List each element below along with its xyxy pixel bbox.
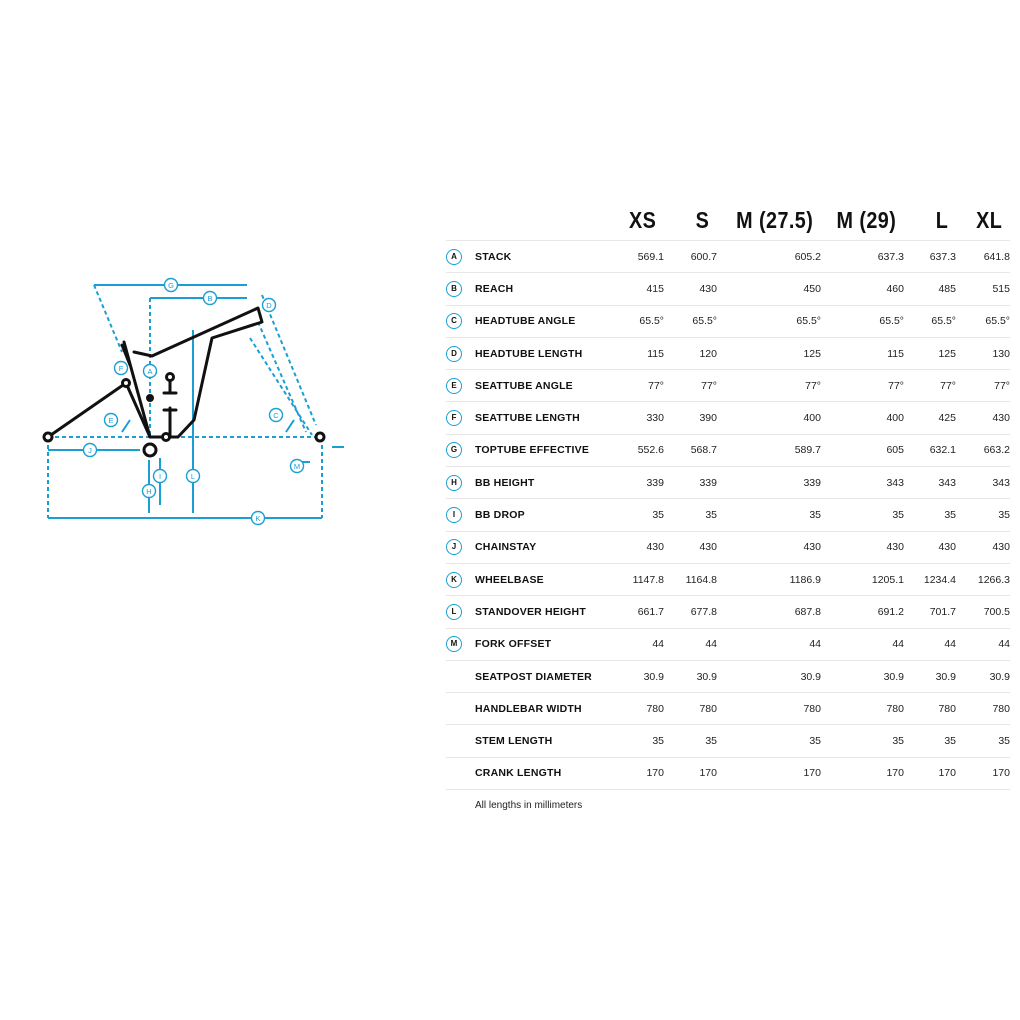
- rear-axle: [44, 433, 52, 441]
- value-cell: 125: [904, 337, 956, 369]
- row-badge-cell: [446, 402, 475, 434]
- header-spacer: [493, 200, 607, 241]
- diagram-label-h: H: [146, 486, 152, 496]
- size-header: S: [671, 200, 717, 241]
- value-cell: 339: [717, 467, 821, 499]
- value-cell: 780: [821, 693, 904, 725]
- row-badge-cell: [446, 434, 475, 466]
- table-row: [446, 370, 1010, 402]
- row-label: FORK OFFSET: [475, 628, 607, 660]
- value-cell: 35: [717, 725, 821, 757]
- value-cell: 170: [821, 757, 904, 789]
- row-label: STACK: [475, 241, 607, 273]
- value-cell: 77°: [956, 370, 1010, 402]
- value-cell: 641.8: [956, 241, 1010, 273]
- diagram-label-f: F: [118, 363, 124, 373]
- row-label: BB DROP: [475, 499, 607, 531]
- value-cell: 390: [664, 402, 717, 434]
- letter-badge: C: [446, 313, 462, 329]
- value-cell: 35: [956, 725, 1010, 757]
- value-cell: 44: [717, 628, 821, 660]
- geometry-diagram: [30, 265, 360, 535]
- row-label: BB HEIGHT: [475, 467, 607, 499]
- value-cell: 780: [607, 693, 664, 725]
- letter-badge: D: [446, 346, 462, 362]
- value-cell: 600.7: [664, 241, 717, 273]
- diagram-label-g: G: [168, 280, 174, 290]
- dim-arrow-c: [286, 420, 294, 432]
- value-cell: 430: [956, 531, 1010, 563]
- value-cell: 44: [607, 628, 664, 660]
- value-cell: 339: [607, 467, 664, 499]
- value-cell: 677.8: [664, 596, 717, 628]
- front-axle: [316, 433, 324, 441]
- value-cell: 35: [821, 499, 904, 531]
- table-row: [446, 725, 1010, 757]
- row-label: SEATTUBE ANGLE: [475, 370, 607, 402]
- row-label: HEADTUBE LENGTH: [475, 337, 607, 369]
- value-cell: 77°: [664, 370, 717, 402]
- value-cell: 1266.3: [956, 563, 1010, 595]
- letter-badge: G: [446, 442, 462, 458]
- value-cell: 343: [956, 467, 1010, 499]
- value-cell: 170: [607, 757, 664, 789]
- value-cell: 65.5°: [607, 305, 664, 337]
- diagram-label-d: D: [266, 300, 272, 310]
- value-cell: 343: [904, 467, 956, 499]
- row-label: WHEELBASE: [475, 563, 607, 595]
- value-cell: 569.1: [607, 241, 664, 273]
- row-badge-cell: [446, 531, 475, 563]
- row-label: REACH: [475, 273, 607, 305]
- value-cell: 450: [717, 273, 821, 305]
- geometry-table-body: [446, 241, 1010, 790]
- table-row: [446, 628, 1010, 660]
- pivot-rocker: [163, 434, 170, 441]
- value-cell: 125: [717, 337, 821, 369]
- pivot-seatstay: [123, 380, 130, 387]
- row-badge-cell: [446, 499, 475, 531]
- row-badge-cell: [446, 563, 475, 595]
- dim-ext-c: [250, 338, 312, 435]
- letter-badge: K: [446, 572, 462, 588]
- value-cell: 77°: [717, 370, 821, 402]
- size-header: M (27.5): [732, 200, 821, 241]
- value-cell: 430: [717, 531, 821, 563]
- table-row: [446, 757, 1010, 789]
- table-row: [446, 402, 1010, 434]
- row-label: HEADTUBE ANGLE: [475, 305, 607, 337]
- value-cell: 35: [904, 725, 956, 757]
- frame-chainstay-seatstay: [48, 383, 150, 437]
- value-cell: 65.5°: [717, 305, 821, 337]
- table-row: [446, 499, 1010, 531]
- value-cell: 780: [717, 693, 821, 725]
- row-badge-cell: [446, 660, 475, 692]
- dim-ext-g: [94, 285, 122, 352]
- letter-badge: I: [446, 507, 462, 523]
- value-cell: 35: [717, 499, 821, 531]
- letter-badge: A: [446, 249, 462, 265]
- value-cell: 415: [607, 273, 664, 305]
- value-cell: 30.9: [956, 660, 1010, 692]
- dimension-lines: [48, 285, 344, 518]
- row-badge-cell: [446, 337, 475, 369]
- diagram-label-a: A: [147, 366, 153, 376]
- pivot-shock: [167, 374, 174, 381]
- letter-badge: L: [446, 604, 462, 620]
- table-row: [446, 241, 1010, 273]
- size-header: XL: [964, 200, 1010, 241]
- table-row: [446, 660, 1010, 692]
- value-cell: 637.3: [821, 241, 904, 273]
- value-cell: 170: [956, 757, 1010, 789]
- value-cell: 1147.8: [607, 563, 664, 595]
- size-header: M (29): [833, 200, 904, 241]
- value-cell: 35: [956, 499, 1010, 531]
- value-cell: 605: [821, 434, 904, 466]
- table-row: [446, 531, 1010, 563]
- bottom-bracket: [144, 444, 156, 456]
- letter-badge: E: [446, 378, 462, 394]
- value-cell: 35: [904, 499, 956, 531]
- diagram-label-b: B: [207, 293, 213, 303]
- table-row: [446, 467, 1010, 499]
- value-cell: 170: [664, 757, 717, 789]
- value-cell: 687.8: [717, 596, 821, 628]
- letter-badge: B: [446, 281, 462, 297]
- value-cell: 460: [821, 273, 904, 305]
- table-row: [446, 693, 1010, 725]
- letter-badge: H: [446, 475, 462, 491]
- value-cell: 65.5°: [904, 305, 956, 337]
- row-label: CRANK LENGTH: [475, 757, 607, 789]
- size-header-row: [446, 200, 1010, 241]
- table-row: [446, 337, 1010, 369]
- value-cell: 568.7: [664, 434, 717, 466]
- row-label: TOPTUBE EFFECTIVE: [475, 434, 607, 466]
- value-cell: 44: [664, 628, 717, 660]
- value-cell: 120: [664, 337, 717, 369]
- value-cell: 115: [821, 337, 904, 369]
- letter-badge: F: [446, 410, 462, 426]
- value-cell: 30.9: [664, 660, 717, 692]
- value-cell: 44: [821, 628, 904, 660]
- dim-arrow-e: [122, 420, 130, 432]
- value-cell: 35: [607, 499, 664, 531]
- value-cell: 77°: [607, 370, 664, 402]
- value-cell: 430: [607, 531, 664, 563]
- value-cell: 330: [607, 402, 664, 434]
- value-cell: 430: [904, 531, 956, 563]
- value-cell: 430: [664, 273, 717, 305]
- diagram-label-l: L: [190, 471, 196, 481]
- value-cell: 700.5: [956, 596, 1010, 628]
- row-label: HANDLEBAR WIDTH: [475, 693, 607, 725]
- value-cell: 30.9: [904, 660, 956, 692]
- row-badge-cell: [446, 628, 475, 660]
- value-cell: 65.5°: [956, 305, 1010, 337]
- value-cell: 30.9: [821, 660, 904, 692]
- value-cell: 77°: [904, 370, 956, 402]
- value-cell: 552.6: [607, 434, 664, 466]
- value-cell: 425: [904, 402, 956, 434]
- value-cell: 130: [956, 337, 1010, 369]
- value-cell: 632.1: [904, 434, 956, 466]
- value-cell: 430: [956, 402, 1010, 434]
- value-cell: 343: [821, 467, 904, 499]
- letter-badge: M: [446, 636, 462, 652]
- value-cell: 1186.9: [717, 563, 821, 595]
- value-cell: 780: [904, 693, 956, 725]
- table-row: [446, 596, 1010, 628]
- value-cell: 663.2: [956, 434, 1010, 466]
- size-header: L: [911, 200, 956, 241]
- value-cell: 430: [821, 531, 904, 563]
- value-cell: 1164.8: [664, 563, 717, 595]
- row-label: STEM LENGTH: [475, 725, 607, 757]
- diagram-label-m: M: [293, 461, 301, 471]
- table-row: [446, 305, 1010, 337]
- diagram-label-c: C: [273, 410, 279, 420]
- letter-badge: J: [446, 539, 462, 555]
- value-cell: 661.7: [607, 596, 664, 628]
- value-cell: 115: [607, 337, 664, 369]
- value-cell: 515: [956, 273, 1010, 305]
- value-cell: 589.7: [717, 434, 821, 466]
- table-row: [446, 434, 1010, 466]
- size-header: XS: [615, 200, 664, 241]
- value-cell: 44: [904, 628, 956, 660]
- row-badge-cell: [446, 370, 475, 402]
- diagram-label-j: J: [88, 445, 92, 455]
- value-cell: 1205.1: [821, 563, 904, 595]
- value-cell: 485: [904, 273, 956, 305]
- value-cell: 400: [821, 402, 904, 434]
- row-badge-cell: [446, 693, 475, 725]
- value-cell: 35: [607, 725, 664, 757]
- geometry-table: [446, 200, 1010, 790]
- value-cell: 605.2: [717, 241, 821, 273]
- value-cell: 701.7: [904, 596, 956, 628]
- value-cell: 35: [664, 499, 717, 531]
- value-cell: 691.2: [821, 596, 904, 628]
- value-cell: 65.5°: [821, 305, 904, 337]
- diagram-label-k: K: [255, 513, 261, 523]
- value-cell: 65.5°: [664, 305, 717, 337]
- row-badge-cell: [446, 757, 475, 789]
- table-row: [446, 563, 1010, 595]
- value-cell: 30.9: [607, 660, 664, 692]
- row-label: SEATPOST DIAMETER: [475, 660, 607, 692]
- value-cell: 35: [664, 725, 717, 757]
- row-label: SEATTUBE LENGTH: [475, 402, 607, 434]
- value-cell: 30.9: [717, 660, 821, 692]
- value-cell: 35: [821, 725, 904, 757]
- diagram-label-e: E: [108, 415, 114, 425]
- value-cell: 430: [664, 531, 717, 563]
- table-row: [446, 273, 1010, 305]
- value-cell: 1234.4: [904, 563, 956, 595]
- diagram-label-i: I: [158, 471, 162, 481]
- row-badge-cell: [446, 596, 475, 628]
- dim-ext-d: [262, 295, 316, 425]
- value-cell: 170: [904, 757, 956, 789]
- value-cell: 339: [664, 467, 717, 499]
- value-cell: 400: [717, 402, 821, 434]
- value-cell: 780: [664, 693, 717, 725]
- row-label: CHAINSTAY: [475, 531, 607, 563]
- value-cell: 77°: [821, 370, 904, 402]
- footnote: All lengths in millimeters: [475, 800, 583, 811]
- value-cell: 637.3: [904, 241, 956, 273]
- row-label: STANDOVER HEIGHT: [475, 596, 607, 628]
- value-cell: 780: [956, 693, 1010, 725]
- value-cell: 170: [717, 757, 821, 789]
- value-cell: 44: [956, 628, 1010, 660]
- row-badge-cell: [446, 273, 475, 305]
- header-spacer: [450, 200, 475, 241]
- row-badge-cell: [446, 725, 475, 757]
- pivot-lower: [148, 396, 153, 401]
- row-badge-cell: [446, 305, 475, 337]
- row-badge-cell: [446, 467, 475, 499]
- row-badge-cell: [446, 241, 475, 273]
